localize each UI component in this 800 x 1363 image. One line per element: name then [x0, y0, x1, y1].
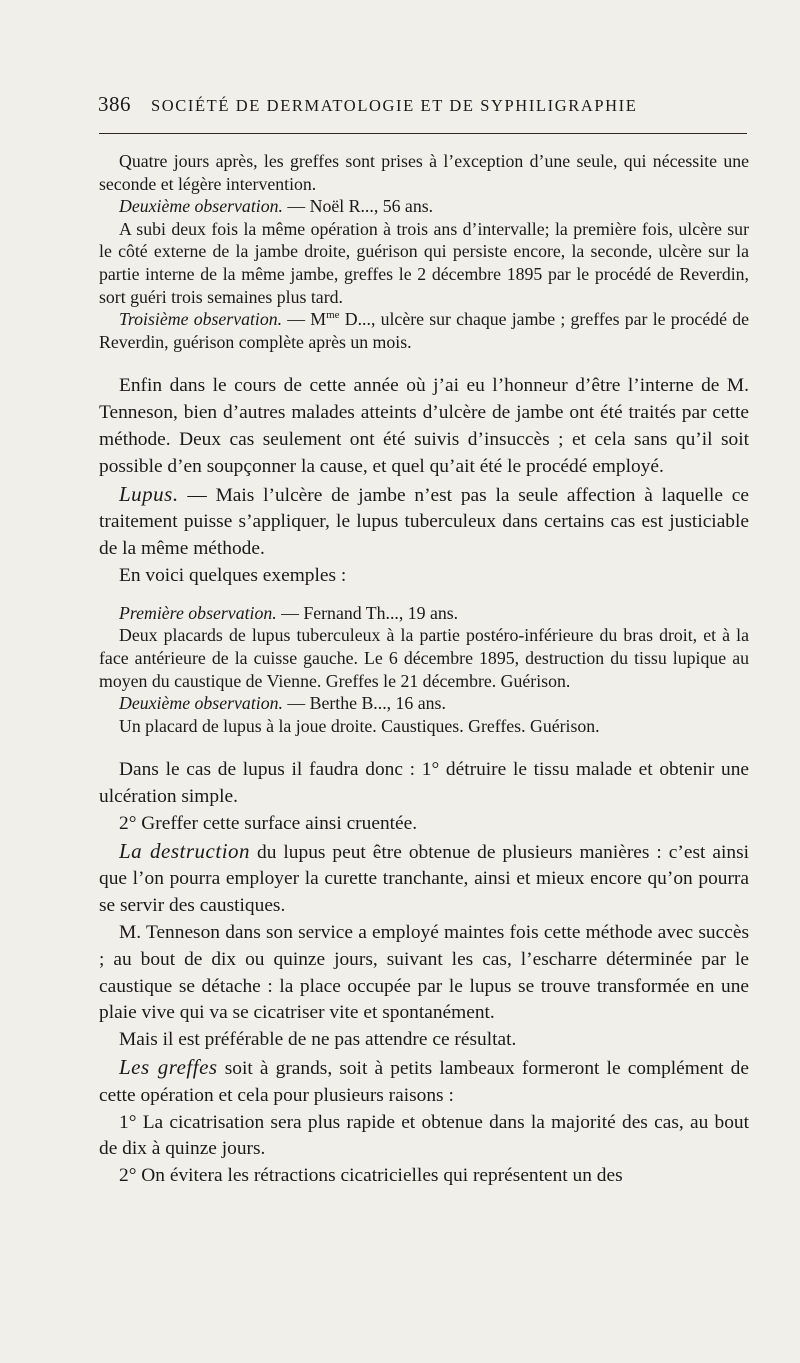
- observation-label: Deuxième observation.: [119, 693, 283, 714]
- observation-heading: Deuxième observation. — Berthe B..., 16 ans.: [119, 693, 446, 714]
- main-text-section-2: [99, 757, 749, 1190]
- observation-heading: Première observation. — Fernand Th..., 19 ans.: [119, 602, 459, 623]
- page-number: 386: [98, 92, 131, 116]
- greffes-paragraph: Les greffes soit à grands, soit à petits lambeaux formeront le complément de cette opération et cela pour plusieurs raisons :: [99, 1055, 749, 1106]
- running-header: [98, 92, 748, 117]
- section-label: Lupus.: [119, 481, 179, 506]
- observation-label: Deuxième observation.: [119, 196, 283, 217]
- paragraph: M. Tenneson dans son service a employé maintes fois cette méthode avec succès ; au bout de dix ou quinze jours, suivant les cas, l’escharre déterminée par le caustique se détache : la place occupée par le lupus se trouve transformée en une plaie vive qui va se cicatriser vite et spontanément.: [99, 922, 749, 1024]
- paragraph: 2° On évitera les rétractions cicatricielles qui représentent un des: [119, 1165, 623, 1187]
- paragraph: Deux placards de lupus tuberculeux à la partie postéro-inférieure du bras droit, et à la face antérieure de la cuisse gauche. Le 6 décembre 1895, destruction du tissu lupique au moyen du caustique de Vienne. Greffes le 21 décembre. Guérison.: [99, 625, 749, 691]
- paragraph: 2° Greffer cette surface ainsi cruentée.: [119, 812, 418, 834]
- paragraph: A subi deux fois la même opération à trois ans d’intervalle; la première fois, ulcère sur le côté externe de la jambe droite, guérison qui persiste encore, la seconde, ulcère sur la partie interne de la même jambe, greffes le 2 décembre 1895 par le procédé de Reverdin, sort guéri trois semaines plus tard.: [99, 218, 749, 307]
- paragraph: 1° La cicatrisation sera plus rapide et obtenue dans la majorité des cas, au bout de dix à quinze jours.: [99, 1111, 749, 1160]
- header-rule: [99, 133, 747, 134]
- destruction-paragraph: La destruction du lupus peut être obtenue de plusieurs manières : c’est ainsi que l’on pourra employer la curette tranchante, ainsi et mieux encore qu’on pourra se servir des caustiques.: [99, 838, 750, 917]
- paragraph: Quatre jours après, les greffes sont prises à l’exception d’une seule, qui nécessite une seconde et légère intervention.: [99, 151, 749, 194]
- paragraph: Mais il est préférable de ne pas attendre ce résultat.: [119, 1029, 517, 1051]
- observation-heading: Troisième observation. — $M^{me}$ D..., ulcère sur chaque jambe ; greffes par le procédé de Reverdin, guérison complète après un mois.: [99, 309, 749, 352]
- small-print-section-2: [99, 602, 749, 738]
- main-text-section-1: [99, 373, 749, 589]
- body-text: [99, 150, 749, 1190]
- paragraph: Un placard de lupus à la joue droite. Caustiques. Greffes. Guérison.: [119, 715, 600, 736]
- small-print-section-1: [99, 150, 749, 353]
- observation-heading: Deuxième observation. — Noël R..., 56 ans.: [119, 196, 434, 217]
- section-label: Les greffes: [119, 1055, 218, 1080]
- observation-label: Troisième observation.: [119, 309, 283, 330]
- lupus-heading: Lupus. — Mais l’ulcère de jambe n’est pas la seule affection à laquelle ce traitement puisse s’appliquer, le lupus tuberculeux dans certains cas est justiciable de la même méthode.: [99, 481, 749, 560]
- section-label: La destruction: [119, 838, 251, 863]
- paragraph: En voici quelques exemples :: [119, 564, 347, 586]
- paragraph: Enfin dans le cours de cette année où j’ai eu l’honneur d’être l’interne de M. Tenneson, bien d’autres malades atteints d’ulcère de jambe ont été traités par cette méthode. Deux cas seulement ont été suivis d’insuccès ; et cela sans qu’il soit possible d’en soupçonner la cause, et quel qu’ait été le procédé employé.: [99, 375, 749, 477]
- observation-label: Première observation.: [119, 602, 277, 623]
- paragraph: Dans le cas de lupus il faudra donc : 1° détruire le tissu malade et obtenir une ulcération simple.: [99, 759, 749, 808]
- running-title: SOCIÉTÉ DE DERMATOLOGIE ET DE SYPHILIGRAPHIE: [151, 96, 638, 115]
